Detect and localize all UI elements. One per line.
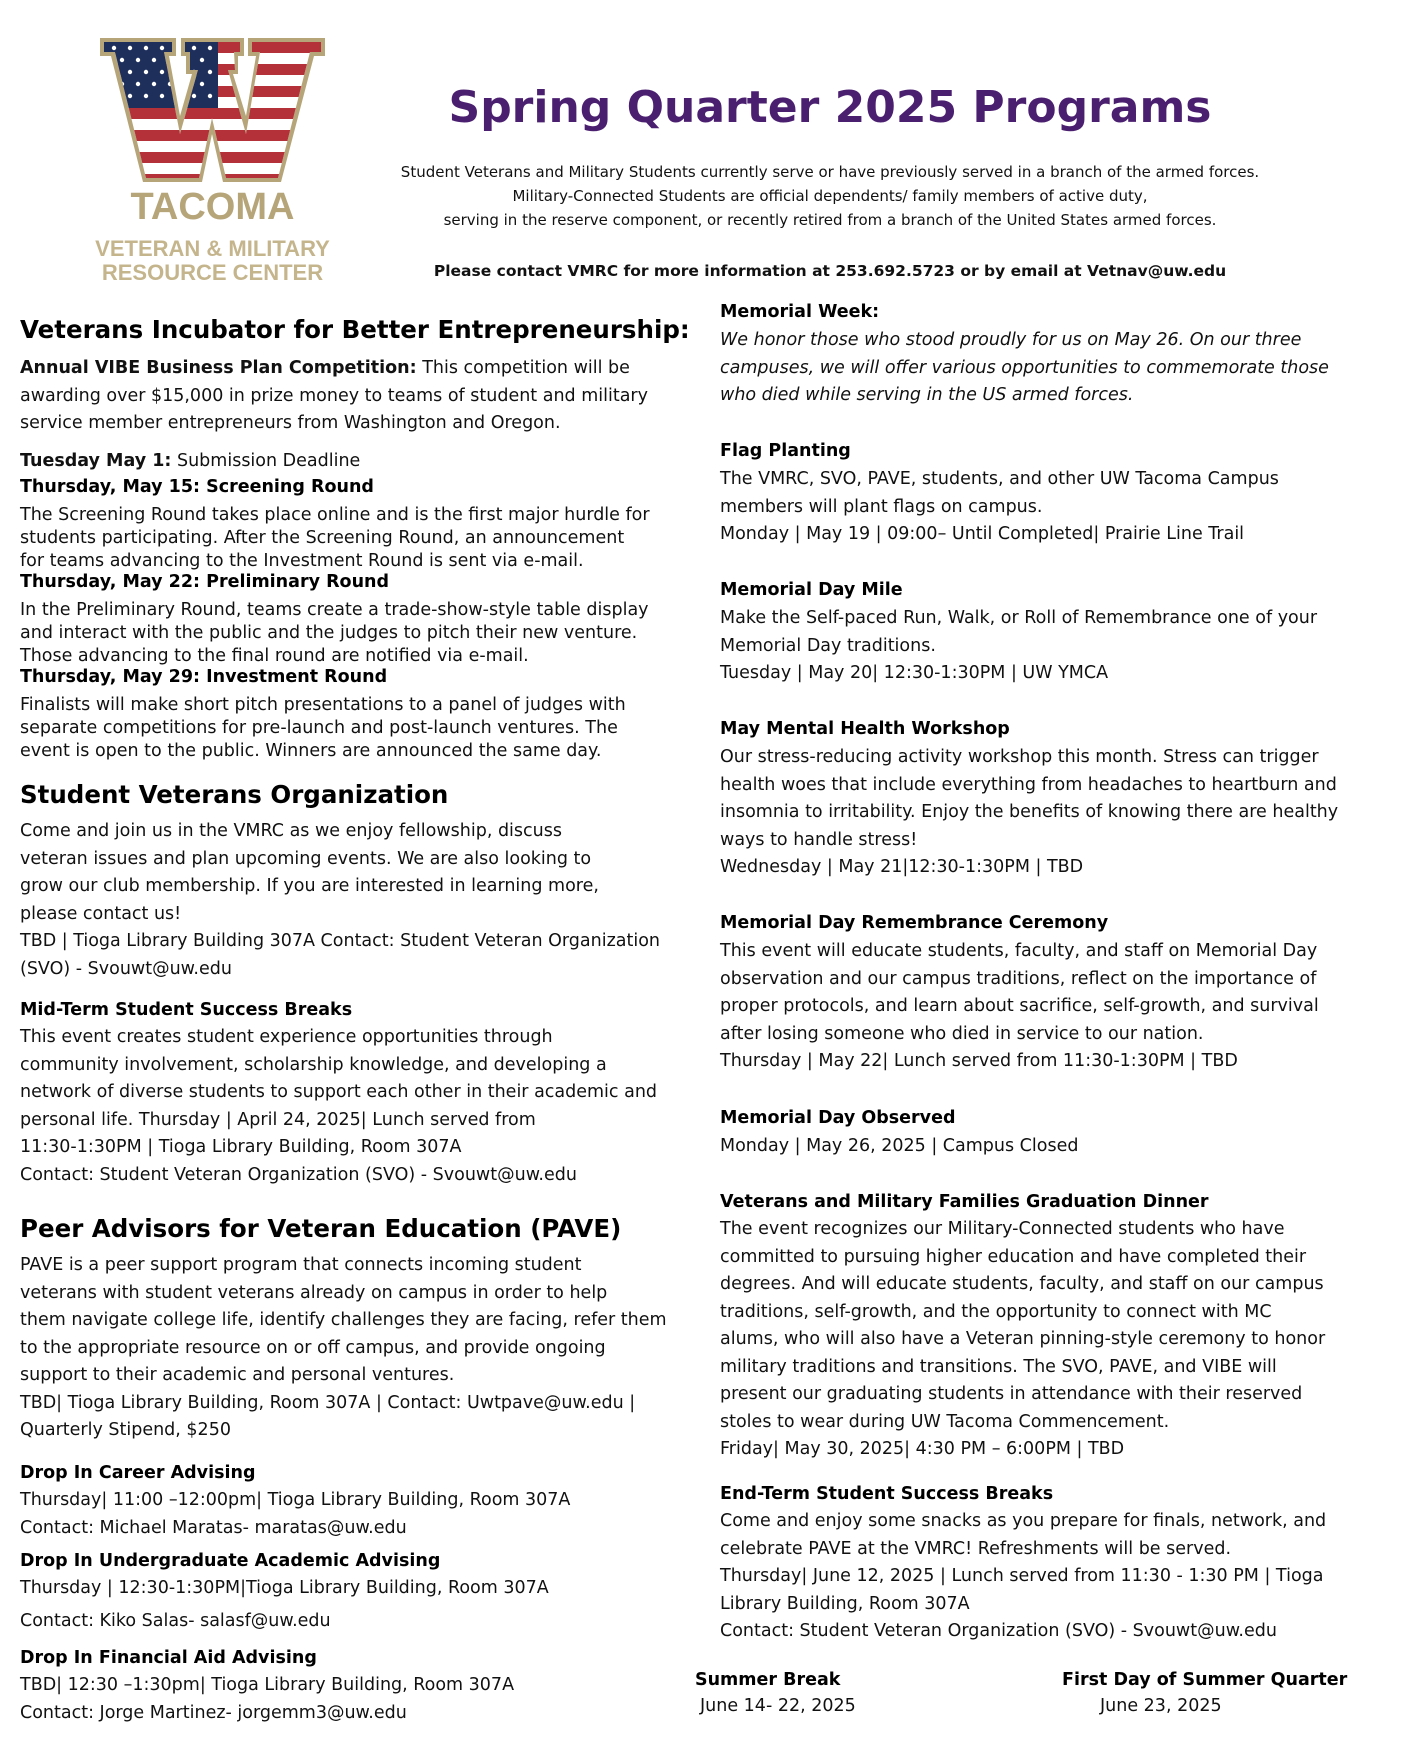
svo-line: TBD | Tioga Library Building 307A Contact: Student Veteran Organization bbox=[20, 931, 661, 951]
vibe-competition-text-1: This competition will be bbox=[416, 358, 630, 378]
vibe-deadline-text: Submission Deadline bbox=[171, 451, 361, 471]
svo-line: please contact us! bbox=[20, 903, 182, 924]
ceremony-text bbox=[720, 938, 1400, 1076]
vibe-deadline-label: Tuesday May 1: bbox=[20, 451, 172, 471]
career-contact: Contact: Michael Maratas- maratas@uw.edu bbox=[20, 1517, 407, 1538]
vibe-investment-text bbox=[20, 694, 700, 763]
flag-text bbox=[720, 466, 1400, 549]
endterm-line: Contact: Student Veteran Organization (SVO) - Svouwt@uw.edu bbox=[720, 1621, 1277, 1641]
endterm-line: celebrate PAVE at the VMRC! Refreshments will be served. bbox=[720, 1538, 1232, 1559]
midterm-heading: Mid-Term Student Success Breaks bbox=[20, 1000, 353, 1020]
memorial-week-text bbox=[720, 327, 1400, 410]
pave-line: PAVE is a peer support program that connects incoming student bbox=[20, 1255, 582, 1275]
mile-text bbox=[720, 605, 1400, 688]
vibe-preliminary-heading: Thursday, May 22: Preliminary Round bbox=[20, 572, 390, 592]
endterm-line: Come and enjoy some snacks as you prepare for finals, network, and bbox=[720, 1511, 1327, 1531]
intro-line-3: serving in the reserve component, or recently retired from a branch of the United States armed forces. bbox=[443, 211, 1217, 229]
vibe-competition-text-2: awarding over $15,000 in prize money to teams of student and military bbox=[20, 385, 648, 406]
dinner-line: military traditions and transitions. The SVO, PAVE, and VIBE will bbox=[720, 1356, 1277, 1377]
mental-line: Our stress-reducing activity workshop this month. Stress can trigger bbox=[720, 747, 1319, 767]
ceremony-line: proper protocols, and learn about sacrifice, self-growth, and survival bbox=[720, 996, 1319, 1016]
memorial-week-line: We honor those who stood proudly for us on May 26. On our three bbox=[720, 330, 1302, 350]
vibe-investment-line: Finalists will make short pitch presentations to a panel of judges with bbox=[20, 695, 626, 715]
vibe-deadline bbox=[20, 448, 700, 476]
finaid-contact: Contact: Jorge Martinez- jorgemm3@uw.edu bbox=[20, 1702, 407, 1723]
dinner-text bbox=[720, 1216, 1400, 1464]
endterm-text bbox=[720, 1508, 1400, 1646]
vibe-competition-text-3: service member entrepreneurs from Washington and Oregon. bbox=[20, 413, 561, 433]
pave-line: veterans with student veterans already on campus in order to help bbox=[20, 1282, 608, 1303]
mile-line: Tuesday | May 20| 12:30-1:30PM | UW YMCA bbox=[720, 663, 1109, 683]
memorial-week-heading: Memorial Week: bbox=[720, 302, 880, 322]
vibe-screening-line: The Screening Round takes place online and is the first major hurdle for bbox=[20, 505, 650, 525]
dinner-heading: Veterans and Military Families Graduation Dinner bbox=[720, 1192, 1209, 1212]
mental-line: insomnia to irritability. Enjoy the benefits of knowing there are healthy bbox=[720, 802, 1339, 822]
ceremony-line: observation and our campus traditions, reflect on the importance of bbox=[720, 968, 1317, 989]
flag-heading: Flag Planting bbox=[720, 441, 851, 461]
ceremony-line: Thursday | May 22| Lunch served from 11:30-1:30PM | TBD bbox=[720, 1051, 1238, 1071]
intro-line-2: Military-Connected Students are official dependents/ family members of active duty, bbox=[512, 187, 1148, 205]
vibe-investment-heading: Thursday, May 29: Investment Round bbox=[20, 667, 388, 687]
endterm-line: Thursday| June 12, 2025 | Lunch served from 11:30 - 1:30 PM | Tioga bbox=[720, 1566, 1324, 1586]
finaid-text bbox=[20, 1672, 700, 1727]
mental-text bbox=[720, 744, 1400, 882]
vibe-screening-heading: Thursday, May 15: Screening Round bbox=[20, 477, 374, 497]
svo-line: Come and join us in the VMRC as we enjoy fellowship, discuss bbox=[20, 821, 562, 841]
dinner-line: committed to pursuing higher education and have completed their bbox=[720, 1246, 1307, 1267]
career-line: Thursday| 11:00 –12:00pm| Tioga Library Building, Room 307A bbox=[20, 1490, 571, 1510]
mile-line: Make the Self-paced Run, Walk, or Roll of Remembrance one of your bbox=[720, 608, 1318, 628]
pave-heading: Peer Advisors for Veteran Education (PAVE) bbox=[20, 1214, 622, 1243]
intro-line-1: Student Veterans and Military Students currently serve or have previously served in a branch of the armed forces. bbox=[400, 163, 1260, 181]
midterm-line: Contact: Student Veteran Organization (SVO) - Svouwt@uw.edu bbox=[20, 1164, 577, 1185]
summer-first-day-date: June 23, 2025 bbox=[1100, 1696, 1222, 1716]
endterm-heading: End-Term Student Success Breaks bbox=[720, 1484, 1054, 1504]
ceremony-heading: Memorial Day Remembrance Ceremony bbox=[720, 913, 1109, 933]
vibe-preliminary-line: and interact with the public and the judges to pitch their new venture. bbox=[20, 623, 638, 643]
mile-line: Memorial Day traditions. bbox=[720, 635, 936, 656]
dinner-line: The event recognizes our Military-Connected students who have bbox=[720, 1219, 1285, 1239]
logo-city: TACOMA bbox=[130, 186, 295, 228]
pave-line: them navigate college life, identify challenges they are facing, refer them bbox=[20, 1310, 667, 1330]
pave-line: to the appropriate resource on or off campus, and provide ongoing bbox=[20, 1337, 606, 1358]
vibe-screening-text bbox=[20, 504, 700, 573]
vibe-competition bbox=[20, 355, 700, 438]
flag-w-logo-icon bbox=[100, 38, 325, 183]
memorial-week-line: campuses, we will offer various opportunities to commemorate those bbox=[720, 357, 1329, 378]
logo-line-1: VETERAN & MILITARY bbox=[95, 236, 330, 261]
observed-line: Monday | May 26, 2025 | Campus Closed bbox=[720, 1136, 1079, 1156]
pave-line: TBD| Tioga Library Building, Room 307A | Contact: Uwtpave@uw.edu | bbox=[20, 1392, 636, 1413]
flag-line: The VMRC, SVO, PAVE, students, and other UW Tacoma Campus bbox=[720, 469, 1279, 489]
mental-line: ways to handle stress! bbox=[720, 829, 918, 850]
dinner-line: stoles to wear during UW Tacoma Commencement. bbox=[720, 1411, 1170, 1432]
svo-line: veteran issues and plan upcoming events. We are also looking to bbox=[20, 848, 592, 869]
mental-line: health woes that include everything from headaches to heartburn and bbox=[720, 774, 1337, 795]
observed-heading: Memorial Day Observed bbox=[720, 1108, 956, 1128]
pave-text bbox=[20, 1252, 700, 1445]
vmrc-logo bbox=[95, 38, 330, 288]
svo-line: grow our club membership. If you are interested in learning more, bbox=[20, 876, 599, 896]
memorial-week-line: who died while serving in the US armed forces. bbox=[720, 385, 1134, 405]
dinner-line: present our graduating students in attendance with their reserved bbox=[720, 1384, 1303, 1404]
svo-heading: Student Veterans Organization bbox=[20, 780, 449, 809]
midterm-line: 11:30-1:30PM | Tioga Library Building, Room 307A bbox=[20, 1137, 462, 1157]
dinner-line: traditions, self-growth, and the opportunity to connect with MC bbox=[720, 1301, 1272, 1322]
vibe-heading: Veterans Incubator for Better Entrepreneurship: bbox=[20, 315, 690, 344]
career-text bbox=[20, 1487, 700, 1542]
mental-line: Wednesday | May 21|12:30-1:30PM | TBD bbox=[720, 857, 1084, 877]
svo-line: (SVO) - Svouwt@uw.edu bbox=[20, 958, 232, 979]
page-title: Spring Quarter 2025 Programs bbox=[448, 82, 1212, 133]
endterm-line: Library Building, Room 307A bbox=[720, 1593, 970, 1614]
finaid-heading: Drop In Financial Aid Advising bbox=[20, 1648, 317, 1668]
ceremony-line: This event will educate students, faculty, and staff on Memorial Day bbox=[720, 941, 1318, 961]
midterm-line: personal life. Thursday | April 24, 2025| Lunch served from bbox=[20, 1109, 536, 1130]
vibe-preliminary-line: In the Preliminary Round, teams create a trade-show-style table display bbox=[20, 600, 649, 620]
svo-text bbox=[20, 818, 700, 983]
midterm-text bbox=[20, 1024, 700, 1189]
midterm-line: community involvement, scholarship knowledge, and developing a bbox=[20, 1054, 607, 1075]
pave-line: Quarterly Stipend, $250 bbox=[20, 1420, 231, 1440]
vibe-screening-line: students participating. After the Screening Round, an announcement bbox=[20, 528, 625, 548]
undergrad-line: Thursday | 12:30-1:30PM|Tioga Library Building, Room 307A bbox=[20, 1578, 549, 1598]
vibe-competition-label: Annual VIBE Business Plan Competition: bbox=[20, 358, 417, 378]
undergrad-heading: Drop In Undergraduate Academic Advising bbox=[20, 1551, 441, 1571]
summer-break-label: Summer Break bbox=[695, 1670, 841, 1690]
flag-line: members will plant flags on campus. bbox=[720, 496, 1043, 517]
flag-line: Monday | May 19 | 09:00– Until Completed| Prairie Line Trail bbox=[720, 524, 1245, 544]
pave-line: support to their academic and personal ventures. bbox=[20, 1365, 455, 1385]
dinner-line: degrees. And will educate students, faculty, and staff on our campus bbox=[720, 1274, 1324, 1294]
ceremony-line: after losing someone who died in service to our nation. bbox=[720, 1023, 1204, 1044]
summer-first-day-label: First Day of Summer Quarter bbox=[1062, 1670, 1348, 1690]
midterm-line: network of diverse students to support each other in their academic and bbox=[20, 1082, 658, 1102]
logo-line-2: RESOURCE CENTER bbox=[101, 260, 324, 285]
mental-heading: May Mental Health Workshop bbox=[720, 719, 1010, 739]
vibe-investment-line: separate competitions for pre-launch and post-launch ventures. The bbox=[20, 718, 618, 738]
vibe-preliminary-text bbox=[20, 599, 700, 668]
midterm-line: This event creates student experience opportunities through bbox=[20, 1027, 553, 1047]
vibe-investment-line: event is open to the public. Winners are announced the same day. bbox=[20, 741, 602, 761]
dinner-line: Friday| May 30, 2025| 4:30 PM – 6:00PM | TBD bbox=[720, 1439, 1125, 1459]
vibe-screening-line: for teams advancing to the Investment Round is sent via e-mail. bbox=[20, 551, 584, 571]
finaid-line: TBD| 12:30 –1:30pm| Tioga Library Building, Room 307A bbox=[20, 1675, 515, 1695]
summer-break-dates: June 14- 22, 2025 bbox=[700, 1696, 856, 1716]
undergrad-contact: Contact: Kiko Salas- salasf@uw.edu bbox=[20, 1611, 331, 1631]
dinner-line: alums, who will also have a Veteran pinning-style ceremony to honor bbox=[720, 1329, 1326, 1349]
vibe-preliminary-line: Those advancing to the final round are notified via e-mail. bbox=[20, 646, 529, 666]
mile-heading: Memorial Day Mile bbox=[720, 580, 903, 600]
contact-line: Please contact VMRC for more information at 253.692.5723 or by email at Vetnav@uw.edu bbox=[433, 262, 1227, 280]
career-heading: Drop In Career Advising bbox=[20, 1463, 256, 1483]
